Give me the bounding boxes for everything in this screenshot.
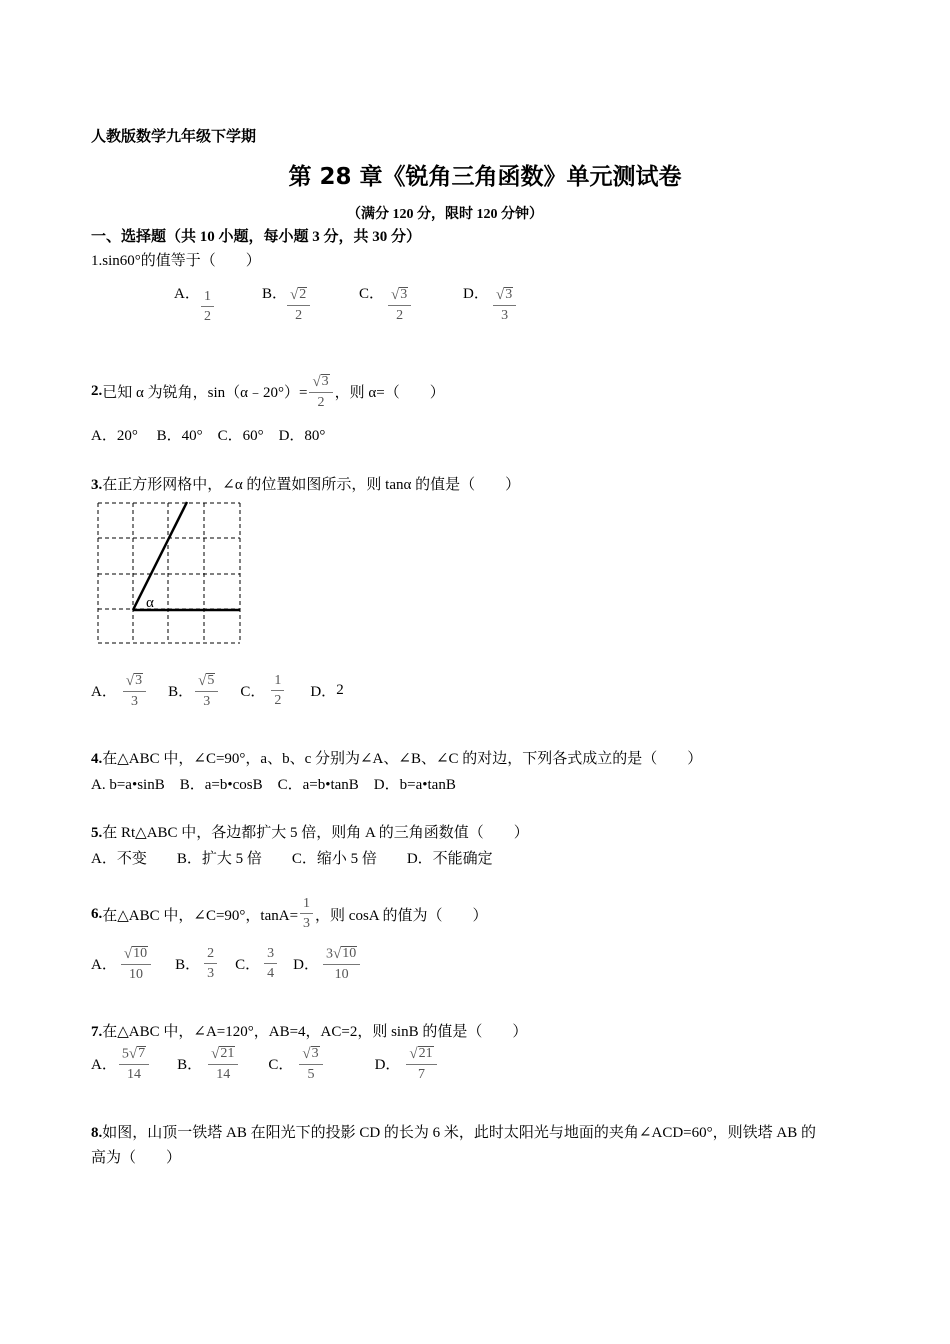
q6-option-c: C． $\frac{3}{4}$ [235,947,279,981]
q3-option-c: C． $\frac{1}{2}$ [240,674,286,708]
q3-stem: 3.在正方形网格中，∠α 的位置如图所示，则 tanα 的值是（ ） [91,477,521,493]
grid-lines [98,503,240,643]
q7-stem: 7.在△ABC 中，∠A=120°，AB=4，AC=2，则 sinB 的值是（ ） [91,1024,528,1040]
q1-option-b: B． [262,286,288,302]
q2-stem: 2. 已知 α 为锐角，sin（α﹣20°）= √ 3 2 ，则 α=（ ） [91,373,445,410]
q5-stem: 5.在 Rt△ABC 中，各边都扩大 5 倍，则角 A 的三角函数值（ ） [91,825,529,841]
q7-option-d: D． √ 21 7 [375,1046,439,1082]
q4-stem: 4.在△ABC 中，∠C=90°，a、b、c 分别为∠A、∠B、∠C 的对边，下列各式成立的是（ ） [91,751,703,767]
q6-stem: 6. 在△ABC 中，∠C=90°，tanA= $\frac{1}{3}$ ，则 cosA 的值为（ ） [91,896,488,931]
q6-option-d: D． 3 √ 10 10 [293,946,362,982]
q1-option-a-value: $\frac{1}{2}$ [199,290,216,324]
doc-title: 第 28 章《锐角三角函数》单元测试卷 [288,164,682,190]
q7-option-a: A． 5 √ 7 14 [91,1046,151,1082]
q5-options: A．不变 B．扩大 5 倍 C．缩小 5 倍 D．不能确定 [91,851,493,867]
q4-options: A. b=a•sinB B．a=b•cosB C．a=b•tanB D．b=a•tanB [91,777,456,793]
q7-option-c: C． √ 3 5 [268,1046,324,1082]
q1-option-c-value: √ 3 2 [386,287,413,323]
grid-figure [95,500,245,648]
q2-options: A．20° B．40° C．60° D．80° [91,428,326,444]
q3-option-a: A． √ 3 3 [91,673,148,709]
q6-option-a: A． √ 10 10 [91,946,153,982]
q1-stem: 1.sin60°的值等于（ ） [91,253,261,269]
q8-stem-line1: 8.如图，山顶一铁塔 AB 在阳光下的投影 CD 的长为 6 米，此时太阳光与地面的夹角∠ACD=60°，则铁塔 AB 的 [91,1125,816,1141]
doc-subtitle: 人教版数学九年级下学期 [91,129,257,145]
q1-option-d-value: √ 3 3 [491,287,518,323]
q6-options [91,946,362,982]
angle-ray [133,502,187,610]
section-heading: 一、选择题（共 10 小题，每小题 3 分，共 30 分） [91,229,422,245]
doc-note: （满分 120 分，限时 120 分钟） [347,207,543,222]
q8-stem-line2: 高为（ ） [91,1150,182,1166]
q1-option-b-value: √ 2 2 [285,287,312,323]
q6-option-b: B． $\frac{2}{3}$ [175,947,219,981]
alpha-label: α [146,595,154,611]
q3-options [91,673,344,709]
q1-option-c: C． [359,286,385,302]
q3-option-d: D． 2 [310,682,344,701]
q1-option-d: D． [463,286,489,302]
q3-option-b: B． √ 5 3 [168,673,220,709]
q7-options [91,1046,439,1082]
q1-option-a: A． [174,286,200,302]
q7-option-b: B． √ 21 14 [177,1046,240,1082]
